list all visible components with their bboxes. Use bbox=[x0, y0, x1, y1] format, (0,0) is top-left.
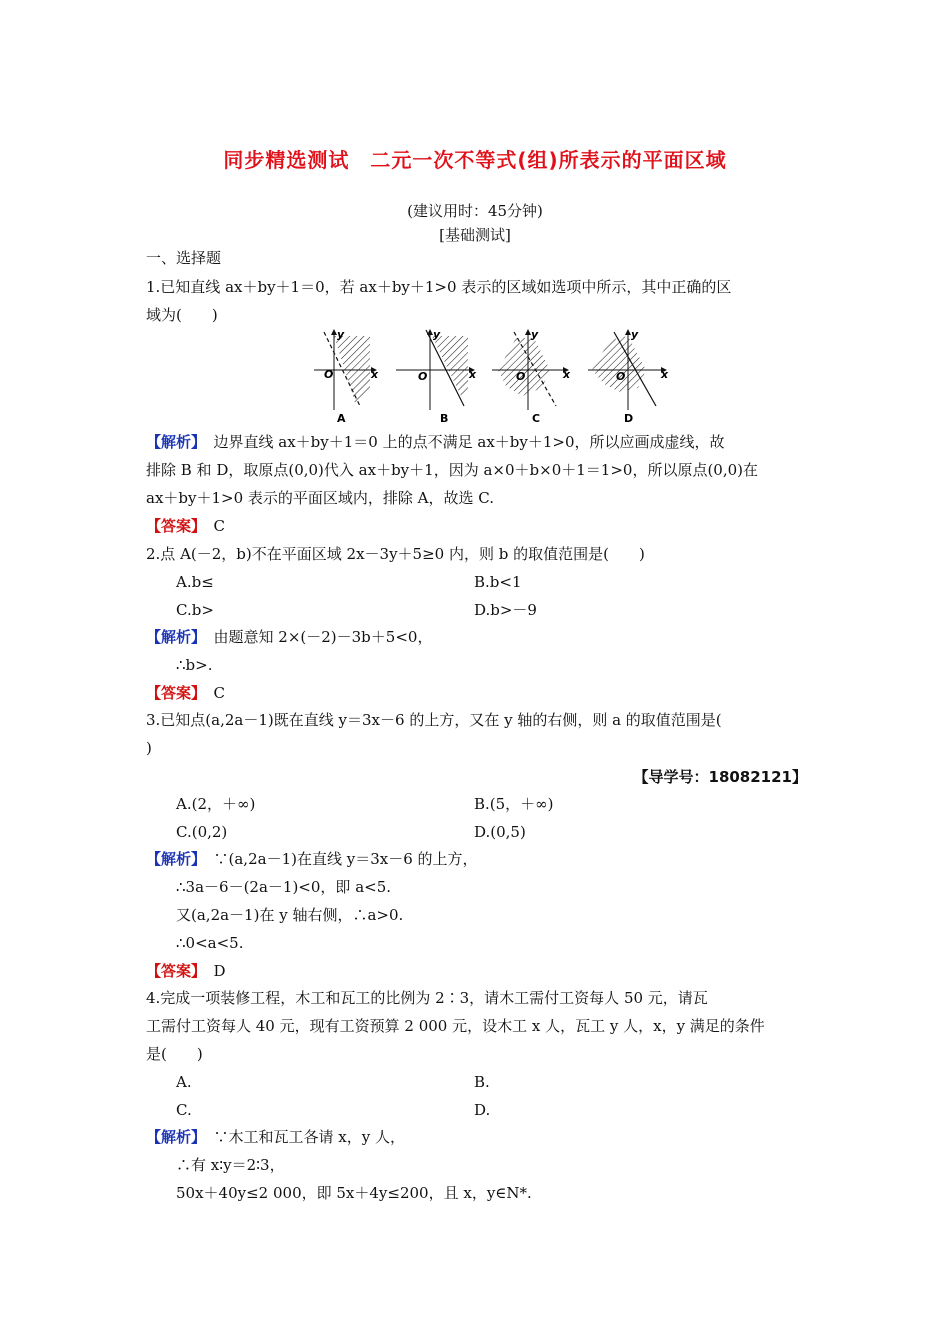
suggested-time: (建议用时：45分钟) bbox=[407, 202, 543, 220]
q4-analysis-line1: 【解析】 ∵木工和瓦工各请 x，y 人， bbox=[146, 1128, 405, 1146]
figure-c-origin: O bbox=[516, 370, 526, 383]
figure-d bbox=[588, 328, 669, 425]
q4-stem-line3: 是( ) bbox=[146, 1045, 203, 1063]
q3-option-a: A.(2，＋∞) bbox=[176, 795, 256, 813]
analysis-label: 【解析】 bbox=[146, 1128, 199, 1146]
q3-option-c: C.(0,2) bbox=[176, 823, 228, 841]
section-heading: [基础测试] bbox=[439, 226, 511, 244]
q2-stem: 2.点 A(－2，b)不在平面区域 2x－3y＋5≥0 内，则 b 的取值范围是( ) bbox=[146, 545, 645, 563]
analysis-label: 【解析】 bbox=[146, 628, 199, 646]
q1-option-figures bbox=[310, 326, 672, 426]
figure-b-x-label: x bbox=[469, 368, 477, 381]
figure-b-origin: O bbox=[418, 370, 428, 383]
page-title: 同步精选测试 二元一次不等式(组)所表示的平面区域 bbox=[223, 148, 727, 172]
figure-b bbox=[396, 328, 477, 425]
q3-stem-line1: 3.已知点(a,2a－1)既在直线 y＝3x－6 的上方，又在 y 轴的右侧，则 a 的取值范围是( bbox=[146, 711, 722, 729]
q1-stem-line1: 1.已知直线 ax＋by＋1＝0，若 ax＋by＋1>0 表示的区域如选项中所示，其中正确的区 bbox=[146, 278, 732, 296]
q4-option-b: B. bbox=[474, 1073, 490, 1091]
answer-label: 【答案】 bbox=[146, 962, 199, 980]
figure-b-y-label: y bbox=[433, 328, 441, 341]
q2-analysis-line2: ∴b>. bbox=[176, 656, 213, 674]
q3-option-d: D.(0,5) bbox=[474, 823, 526, 841]
guide-number: 【导学号：18082121】 bbox=[633, 768, 807, 786]
q2-analysis-line1: 【解析】 由题意知 2×(－2)－3b＋5<0， bbox=[146, 628, 433, 646]
answer-label: 【答案】 bbox=[146, 517, 199, 535]
q1-analysis-line3: ax＋by＋1>0 表示的平面区域内，排除 A，故选 C. bbox=[146, 489, 494, 507]
q3-analysis-line2: ∴3a－6－(2a－1)<0，即 a<5. bbox=[176, 878, 392, 896]
figure-a bbox=[314, 328, 379, 425]
q2-option-b: B.b<1 bbox=[474, 573, 522, 591]
q3-answer: 【答案】 D bbox=[146, 962, 226, 980]
figure-c-x-label: x bbox=[563, 368, 571, 381]
answer-label: 【答案】 bbox=[146, 684, 199, 702]
q2-answer: 【答案】 C bbox=[146, 684, 225, 702]
figure-a-origin: O bbox=[324, 368, 334, 381]
figure-c-label: C bbox=[532, 412, 541, 425]
q4-option-d: D. bbox=[474, 1101, 491, 1119]
q2-option-c: C.b> bbox=[176, 601, 214, 619]
q1-stem-line2: 域为( ) bbox=[146, 306, 218, 324]
q3-analysis-line1: 【解析】 ∵(a,2a－1)在直线 y＝3x－6 的上方， bbox=[146, 850, 478, 868]
q4-stem-line2: 工需付工资每人 40 元，现有工资预算 2 000 元，设木工 x 人，瓦工 y 人，x，y 满足的条件 bbox=[146, 1017, 765, 1035]
q4-option-a: A. bbox=[176, 1073, 192, 1091]
figure-d-origin: O bbox=[616, 370, 626, 383]
q2-option-a: A.b≤ bbox=[176, 573, 214, 591]
part-heading: 一、选择题 bbox=[146, 249, 222, 267]
figure-d-x-label: x bbox=[661, 368, 669, 381]
figure-c-y-label: y bbox=[531, 328, 539, 341]
q3-stem-line2: ) bbox=[146, 739, 152, 757]
figure-d-y-label: y bbox=[631, 328, 639, 341]
figure-a-y-label: y bbox=[337, 328, 345, 341]
q4-option-c: C. bbox=[176, 1101, 192, 1119]
q3-analysis-line4: ∴0<a<5. bbox=[176, 934, 244, 952]
figure-c bbox=[492, 328, 571, 425]
q2-option-d: D.b>－9 bbox=[474, 601, 537, 619]
figure-d-label: D bbox=[624, 412, 634, 425]
q4-stem-line1: 4.完成一项装修工程，木工和瓦工的比例为 2∶3，请木工需付工资每人 50 元，请瓦 bbox=[146, 989, 708, 1007]
q1-analysis-line1: 【解析】 边界直线 ax＋by＋1＝0 上的点不满足 ax＋by＋1>0，所以应画成虚线，故 bbox=[146, 433, 725, 451]
analysis-label: 【解析】 bbox=[146, 850, 199, 868]
q1-answer: 【答案】 C bbox=[146, 517, 225, 535]
figure-a-label: A bbox=[337, 412, 346, 425]
analysis-label: 【解析】 bbox=[146, 433, 199, 451]
figure-b-label: B bbox=[440, 412, 449, 425]
q4-analysis-line2: ∴有 x∶y＝2∶3， bbox=[176, 1156, 285, 1174]
q4-analysis-line3: 50x＋40y≤2 000，即 5x＋4y≤200，且 x，y∈N*. bbox=[176, 1184, 532, 1202]
q3-analysis-line3: 又(a,2a－1)在 y 轴右侧，∴a>0. bbox=[176, 906, 404, 924]
q3-option-b: B.(5，＋∞) bbox=[474, 795, 554, 813]
q1-analysis-line2: 排除 B 和 D，取原点(0,0)代入 ax＋by＋1，因为 a×0＋b×0＋1＝1>0，所以原点(0,0)在 bbox=[146, 461, 758, 479]
figure-a-x-label: x bbox=[371, 368, 379, 381]
